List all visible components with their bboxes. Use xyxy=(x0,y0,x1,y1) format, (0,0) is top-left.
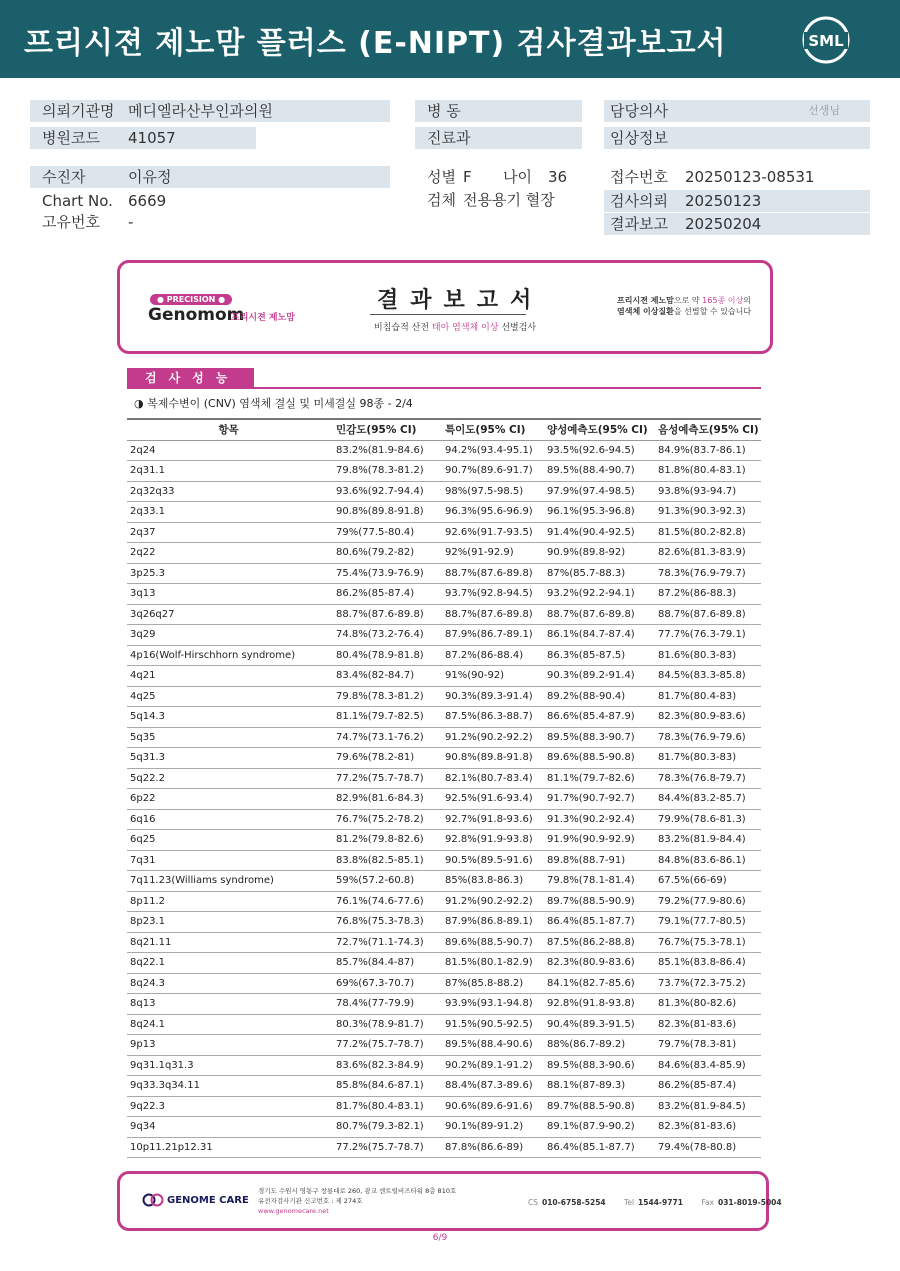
table-row xyxy=(127,1035,761,1056)
ward-field: 병 동 xyxy=(415,100,582,122)
table-cell: 79.8%(78.3-81.2) xyxy=(330,686,441,707)
table-cell: 88.7%(87.6-89.8) xyxy=(441,563,543,584)
table-row xyxy=(127,461,761,482)
table-cell: 88.7%(87.6-89.8) xyxy=(543,604,654,625)
table-cell: 9q22.3 xyxy=(127,1096,330,1117)
table-row xyxy=(127,727,761,748)
table-cell: 84.6%(83.4-85.9) xyxy=(654,1055,761,1076)
table-cell: 87%(85.8-88.2) xyxy=(441,973,543,994)
table-cell: 96.1%(95.3-96.8) xyxy=(543,502,654,523)
table-cell: 92.5%(91.6-93.4) xyxy=(441,789,543,810)
table-cell: 83.2%(81.9-84.5) xyxy=(654,1096,761,1117)
table-cell: 92.8%(91.9-93.8) xyxy=(441,830,543,851)
table-row xyxy=(127,543,761,564)
table-cell: 82.9%(81.6-84.3) xyxy=(330,789,441,810)
table-cell: 78.4%(77-79.9) xyxy=(330,994,441,1015)
table-cell: 90.6%(89.6-91.6) xyxy=(441,1096,543,1117)
table-row xyxy=(127,1076,761,1097)
table-cell: 5q14.3 xyxy=(127,707,330,728)
table-cell: 93.9%(93.1-94.8) xyxy=(441,994,543,1015)
table-cell: 7q31 xyxy=(127,850,330,871)
table-cell: 84.1%(82.7-85.6) xyxy=(543,973,654,994)
table-row xyxy=(127,502,761,523)
table-row xyxy=(127,809,761,830)
table-row xyxy=(127,666,761,687)
table-cell: 79.8%(78.1-81.4) xyxy=(543,871,654,892)
table-cell: 77.2%(75.7-78.7) xyxy=(330,1137,441,1158)
table-row xyxy=(127,891,761,912)
table-cell: 67.5%(66-69) xyxy=(654,871,761,892)
table-cell: 69%(67.3-70.7) xyxy=(330,973,441,994)
table-cell: 83.6%(82.3-84.9) xyxy=(330,1055,441,1076)
title-divider xyxy=(370,314,526,315)
table-cell: 90.1%(89-91.2) xyxy=(441,1117,543,1138)
table-cell: 88.4%(87.3-89.6) xyxy=(441,1076,543,1097)
table-cell: 86.6%(85.4-87.9) xyxy=(543,707,654,728)
table-cell: 81.2%(79.8-82.6) xyxy=(330,830,441,851)
table-cell: 8p23.1 xyxy=(127,912,330,933)
table-row xyxy=(127,1117,761,1138)
svg-text:SML: SML xyxy=(808,32,844,50)
table-cell: 91.3%(90.2-92.4) xyxy=(543,809,654,830)
table-cell: 76.1%(74.6-77.6) xyxy=(330,891,441,912)
table-cell: 89.5%(88.4-90.6) xyxy=(441,1035,543,1056)
table-cell: 78.3%(76.8-79.7) xyxy=(654,768,761,789)
table-cell: 84.8%(83.6-86.1) xyxy=(654,850,761,871)
table-cell: 80.4%(78.9-81.8) xyxy=(330,645,441,666)
table-cell: 91.2%(90.2-92.2) xyxy=(441,891,543,912)
footer-box xyxy=(117,1171,782,1231)
table-cell: 83.4%(82-84.7) xyxy=(330,666,441,687)
banner-subtitle: 비침습적 산전 태아 염색체 이상 선별검사 xyxy=(374,323,537,333)
table-cell: 88%(86.7-89.2) xyxy=(543,1035,654,1056)
table-cell: 88.7%(87.6-89.8) xyxy=(654,604,761,625)
table-cell: 87.9%(86.8-89.1) xyxy=(441,912,543,933)
table-cell: 82.6%(81.3-83.9) xyxy=(654,543,761,564)
header-sensitivity: 민감도(95% CI) xyxy=(330,419,441,440)
table-cell: 79.7%(78.3-81) xyxy=(654,1035,761,1056)
table-cell: 6p22 xyxy=(127,789,330,810)
table-cell: 89.6%(88.5-90.7) xyxy=(441,932,543,953)
table-cell: 2q33.1 xyxy=(127,502,330,523)
page-number: 6/9 xyxy=(432,1233,448,1243)
table-cell: 85%(83.8-86.3) xyxy=(441,871,543,892)
table-cell: 82.3%(80.9-83.6) xyxy=(543,953,654,974)
section-divider xyxy=(127,387,761,389)
table-cell: 93.7%(92.8-94.5) xyxy=(441,584,543,605)
table-cell: 79.2%(77.9-80.6) xyxy=(654,891,761,912)
table-cell: 83.2%(81.9-84.4) xyxy=(654,830,761,851)
table-cell: 76.8%(75.3-78.3) xyxy=(330,912,441,933)
table-cell: 90.3%(89.3-91.4) xyxy=(441,686,543,707)
genome-care-icon xyxy=(142,1193,164,1207)
table-cell: 90.8%(89.8-91.8) xyxy=(441,748,543,769)
table-cell: 77.2%(75.7-78.7) xyxy=(330,1035,441,1056)
patient-field: 수진자 이유정 xyxy=(30,166,390,188)
table-cell: 90.5%(89.5-91.6) xyxy=(441,850,543,871)
table-row xyxy=(127,830,761,851)
table-row xyxy=(127,789,761,810)
table-cell: 90.8%(89.8-91.8) xyxy=(330,502,441,523)
table-row xyxy=(127,522,761,543)
table-cell: 81.7%(80.4-83) xyxy=(654,686,761,707)
table-cell: 92.8%(91.8-93.8) xyxy=(543,994,654,1015)
table-cell: 87.5%(86.2-88.8) xyxy=(543,932,654,953)
unique-no-field: 고유번호 - xyxy=(42,213,134,231)
table-cell: 81.3%(80-82.6) xyxy=(654,994,761,1015)
table-cell: 87%(85.7-88.3) xyxy=(543,563,654,584)
table-cell: 81.5%(80.1-82.9) xyxy=(441,953,543,974)
header-specificity: 특이도(95% CI) xyxy=(441,419,543,440)
table-cell: 2q24 xyxy=(127,440,330,461)
table-cell: 91.3%(90.3-92.3) xyxy=(654,502,761,523)
table-cell: 78.3%(76.9-79.6) xyxy=(654,727,761,748)
table-row xyxy=(127,584,761,605)
table-cell: 8q24.3 xyxy=(127,973,330,994)
table-cell: 76.7%(75.2-78.2) xyxy=(330,809,441,830)
table-cell: 92%(91-92.9) xyxy=(441,543,543,564)
table-cell: 73.7%(72.3-75.2) xyxy=(654,973,761,994)
table-cell: 90.3%(89.2-91.4) xyxy=(543,666,654,687)
table-row xyxy=(127,707,761,728)
table-cell: 4q21 xyxy=(127,666,330,687)
table-row xyxy=(127,563,761,584)
table-cell: 9q33.3q34.11 xyxy=(127,1076,330,1097)
banner-title: 결과보고서 xyxy=(377,288,544,313)
table-cell: 81.1%(79.7-82.5) xyxy=(330,707,441,728)
footer-address: 경기도 수원시 영통구 창룡대로 260, 광교 센트럴비즈타워 8층 810호 유전자검사기관 신고번호 : 제 274호 www.genomecare.net xyxy=(258,1187,457,1215)
table-cell: 81.7%(80.3-83) xyxy=(654,748,761,769)
table-cell: 85.1%(83.8-86.4) xyxy=(654,953,761,974)
specimen-field: 검체 전용용기 혈장 xyxy=(427,191,555,209)
table-cell: 10p11.21p12.31 xyxy=(127,1137,330,1158)
table-cell: 83.2%(81.9-84.6) xyxy=(330,440,441,461)
table-cell: 79.6%(78.2-81) xyxy=(330,748,441,769)
table-cell: 5q35 xyxy=(127,727,330,748)
table-row xyxy=(127,481,761,502)
table-cell: 86.4%(85.1-87.7) xyxy=(543,1137,654,1158)
table-cell: 79.4%(78-80.8) xyxy=(654,1137,761,1158)
table-cell: 81.6%(80.3-83) xyxy=(654,645,761,666)
genomom-sub: 프리시젼 제노맘 xyxy=(231,313,295,323)
genomom-logo: Genomom xyxy=(148,305,245,325)
table-cell: 92.6%(91.7-93.5) xyxy=(441,522,543,543)
header-ppv: 양성예측도(95% CI) xyxy=(543,419,654,440)
table-cell: 81.5%(80.2-82.8) xyxy=(654,522,761,543)
table-cell: 91.5%(90.5-92.5) xyxy=(441,1014,543,1035)
table-cell: 86.2%(85-87.4) xyxy=(330,584,441,605)
table-cell: 79.1%(77.7-80.5) xyxy=(654,912,761,933)
table-row xyxy=(127,440,761,461)
table-cell: 98%(97.5-98.5) xyxy=(441,481,543,502)
table-row xyxy=(127,871,761,892)
hospital-code-field: 병원코드 41057 xyxy=(30,127,256,149)
table-cell: 88.1%(87-89.3) xyxy=(543,1076,654,1097)
table-cell: 89.7%(88.5-90.9) xyxy=(543,891,654,912)
table-cell: 79.8%(78.3-81.2) xyxy=(330,461,441,482)
table-cell: 77.2%(75.7-78.7) xyxy=(330,768,441,789)
table-cell: 2q37 xyxy=(127,522,330,543)
table-cell: 82.3%(80.9-83.6) xyxy=(654,707,761,728)
table-row xyxy=(127,1014,761,1035)
footer-contact: CS 010-6758-5254 Tel 1544-9771 Fax 031-8019-5004 xyxy=(528,1198,782,1207)
clinical-info-field: 임상정보 xyxy=(604,127,870,149)
table-row xyxy=(127,686,761,707)
report-header xyxy=(0,0,900,78)
sex-age-field: 성별 F 나이 36 xyxy=(427,168,568,186)
table-cell: 84.4%(83.2-85.7) xyxy=(654,789,761,810)
table-cell: 9q34 xyxy=(127,1117,330,1138)
table-cell: 90.7%(89.6-91.7) xyxy=(441,461,543,482)
table-cell: 4p16(Wolf-Hirschhorn syndrome) xyxy=(127,645,330,666)
table-cell: 84.5%(83.3-85.8) xyxy=(654,666,761,687)
table-cell: 2q22 xyxy=(127,543,330,564)
table-cell: 8q24.1 xyxy=(127,1014,330,1035)
table-cell: 87.8%(86.6-89) xyxy=(441,1137,543,1158)
table-cell: 79.9%(78.6-81.3) xyxy=(654,809,761,830)
table-cell: 6q25 xyxy=(127,830,330,851)
table-cell: 82.1%(80.7-83.4) xyxy=(441,768,543,789)
table-cell: 79%(77.5-80.4) xyxy=(330,522,441,543)
table-row xyxy=(127,1096,761,1117)
table-cell: 81.1%(79.7-82.6) xyxy=(543,768,654,789)
table-cell: 90.9%(89.8-92) xyxy=(543,543,654,564)
table-cell: 93.8%(93-94.7) xyxy=(654,481,761,502)
table-cell: 88.7%(87.6-89.8) xyxy=(441,604,543,625)
table-cell: 74.8%(73.2-76.4) xyxy=(330,625,441,646)
table-cell: 86.2%(85-87.4) xyxy=(654,1076,761,1097)
table-cell: 89.6%(88.5-90.8) xyxy=(543,748,654,769)
table-cell: 91.9%(90.9-92.9) xyxy=(543,830,654,851)
table-cell: 5q31.3 xyxy=(127,748,330,769)
table-cell: 74.7%(73.1-76.2) xyxy=(330,727,441,748)
table-cell: 86.4%(85.1-87.7) xyxy=(543,912,654,933)
table-cell: 85.8%(84.6-87.1) xyxy=(330,1076,441,1097)
table-cell: 8q21.11 xyxy=(127,932,330,953)
table-cell: 89.1%(87.9-90.2) xyxy=(543,1117,654,1138)
header-item: 항목 xyxy=(127,419,330,440)
report-banner xyxy=(117,260,773,354)
footer-url[interactable]: www.genomecare.net xyxy=(258,1207,329,1215)
table-cell: 76.7%(75.3-78.1) xyxy=(654,932,761,953)
chart-no-field: Chart No. 6669 xyxy=(42,192,167,210)
institution-field: 의뢰기관명 메디엘라산부인과의원 xyxy=(30,100,390,122)
report-title: 프리시젼 제노맘 플러스 (E-NIPT) 검사결과보고서 xyxy=(24,26,727,61)
table-cell: 88.7%(87.6-89.8) xyxy=(330,604,441,625)
table-row xyxy=(127,953,761,974)
table-cell: 89.7%(88.5-90.8) xyxy=(543,1096,654,1117)
table-cell: 5q22.2 xyxy=(127,768,330,789)
table-row xyxy=(127,850,761,871)
table-row xyxy=(127,994,761,1015)
table-cell: 7q11.23(Williams syndrome) xyxy=(127,871,330,892)
table-cell: 9q31.1q31.3 xyxy=(127,1055,330,1076)
section-subtitle: ◑ 복제수변이 (CNV) 염색체 결실 및 미세결실 98종 - 2/4 xyxy=(134,397,413,410)
table-cell: 84.9%(83.7-86.1) xyxy=(654,440,761,461)
table-cell: 85.7%(84.4-87) xyxy=(330,953,441,974)
table-cell: 90.4%(89.3-91.5) xyxy=(543,1014,654,1035)
table-cell: 8q22.1 xyxy=(127,953,330,974)
table-cell: 83.8%(82.5-85.1) xyxy=(330,850,441,871)
table-cell: 93.6%(92.7-94.4) xyxy=(330,481,441,502)
genome-care-logo: GENOME CARE xyxy=(142,1193,249,1207)
table-cell: 91.4%(90.4-92.5) xyxy=(543,522,654,543)
receipt-no-field: 접수번호 20250123-08531 xyxy=(610,168,815,186)
table-cell: 2q31.1 xyxy=(127,461,330,482)
department-field: 진료과 xyxy=(415,127,582,149)
table-row xyxy=(127,932,761,953)
table-cell: 96.3%(95.6-96.9) xyxy=(441,502,543,523)
report-date-field: 결과보고 20250204 xyxy=(604,213,870,235)
table-row xyxy=(127,1055,761,1076)
table-cell: 87.2%(86-88.3) xyxy=(654,584,761,605)
table-cell: 80.6%(79.2-82) xyxy=(330,543,441,564)
table-cell: 8q13 xyxy=(127,994,330,1015)
table-cell: 86.3%(85-87.5) xyxy=(543,645,654,666)
table-cell: 91.2%(90.2-92.2) xyxy=(441,727,543,748)
banner-note: 프리시젼 제노맘으로 약 165종 이상의 염색체 이상질환을 선별할 수 있습니다 xyxy=(617,296,752,316)
table-cell: 93.5%(92.6-94.5) xyxy=(543,440,654,461)
table-cell: 80.3%(78.9-81.7) xyxy=(330,1014,441,1035)
precision-badge: ● PRECISION ● xyxy=(150,294,232,305)
table-cell: 3q13 xyxy=(127,584,330,605)
performance-table xyxy=(127,418,761,1158)
table-cell: 3q29 xyxy=(127,625,330,646)
table-cell: 87.9%(86.7-89.1) xyxy=(441,625,543,646)
table-cell: 89.8%(88.7-91) xyxy=(543,850,654,871)
table-cell: 80.7%(79.3-82.1) xyxy=(330,1117,441,1138)
table-row xyxy=(127,604,761,625)
table-cell: 6q16 xyxy=(127,809,330,830)
doctor-field: 담당의사 선생님 xyxy=(604,100,870,122)
table-cell: 87.2%(86-88.4) xyxy=(441,645,543,666)
table-cell: 78.3%(76.9-79.7) xyxy=(654,563,761,584)
table-cell: 3q26q27 xyxy=(127,604,330,625)
table-cell: 75.4%(73.9-76.9) xyxy=(330,563,441,584)
table-cell: 90.2%(89.1-91.2) xyxy=(441,1055,543,1076)
table-cell: 59%(57.2-60.8) xyxy=(330,871,441,892)
table-cell: 3p25.3 xyxy=(127,563,330,584)
request-date-field: 검사의뢰 20250123 xyxy=(604,190,870,212)
table-cell: 4q25 xyxy=(127,686,330,707)
table-cell: 2q32q33 xyxy=(127,481,330,502)
table-cell: 8p11.2 xyxy=(127,891,330,912)
table-cell: 97.9%(97.4-98.5) xyxy=(543,481,654,502)
table-header-row xyxy=(127,419,761,440)
table-row xyxy=(127,768,761,789)
header-npv: 음성예측도(95% CI) xyxy=(654,419,761,440)
table-row xyxy=(127,645,761,666)
table-cell: 9p13 xyxy=(127,1035,330,1056)
table-row xyxy=(127,912,761,933)
table-cell: 89.5%(88.4-90.7) xyxy=(543,461,654,482)
table-cell: 91%(90-92) xyxy=(441,666,543,687)
table-cell: 89.5%(88.3-90.6) xyxy=(543,1055,654,1076)
sml-logo-icon xyxy=(800,14,852,66)
table-cell: 81.8%(80.4-83.1) xyxy=(654,461,761,482)
table-row xyxy=(127,625,761,646)
table-cell: 87.5%(86.3-88.7) xyxy=(441,707,543,728)
table-cell: 93.2%(92.2-94.1) xyxy=(543,584,654,605)
table-cell: 89.2%(88-90.4) xyxy=(543,686,654,707)
table-cell: 72.7%(71.1-74.3) xyxy=(330,932,441,953)
table-row xyxy=(127,1137,761,1158)
table-row xyxy=(127,748,761,769)
table-cell: 82.3%(81-83.6) xyxy=(654,1014,761,1035)
table-cell: 91.7%(90.7-92.7) xyxy=(543,789,654,810)
table-cell: 92.7%(91.8-93.6) xyxy=(441,809,543,830)
table-cell: 77.7%(76.3-79.1) xyxy=(654,625,761,646)
table-cell: 89.5%(88.3-90.7) xyxy=(543,727,654,748)
section-title: 검사성능 xyxy=(127,368,254,388)
table-cell: 94.2%(93.4-95.1) xyxy=(441,440,543,461)
table-row xyxy=(127,973,761,994)
table-cell: 81.7%(80.4-83.1) xyxy=(330,1096,441,1117)
table-cell: 86.1%(84.7-87.4) xyxy=(543,625,654,646)
table-cell: 82.3%(81-83.6) xyxy=(654,1117,761,1138)
